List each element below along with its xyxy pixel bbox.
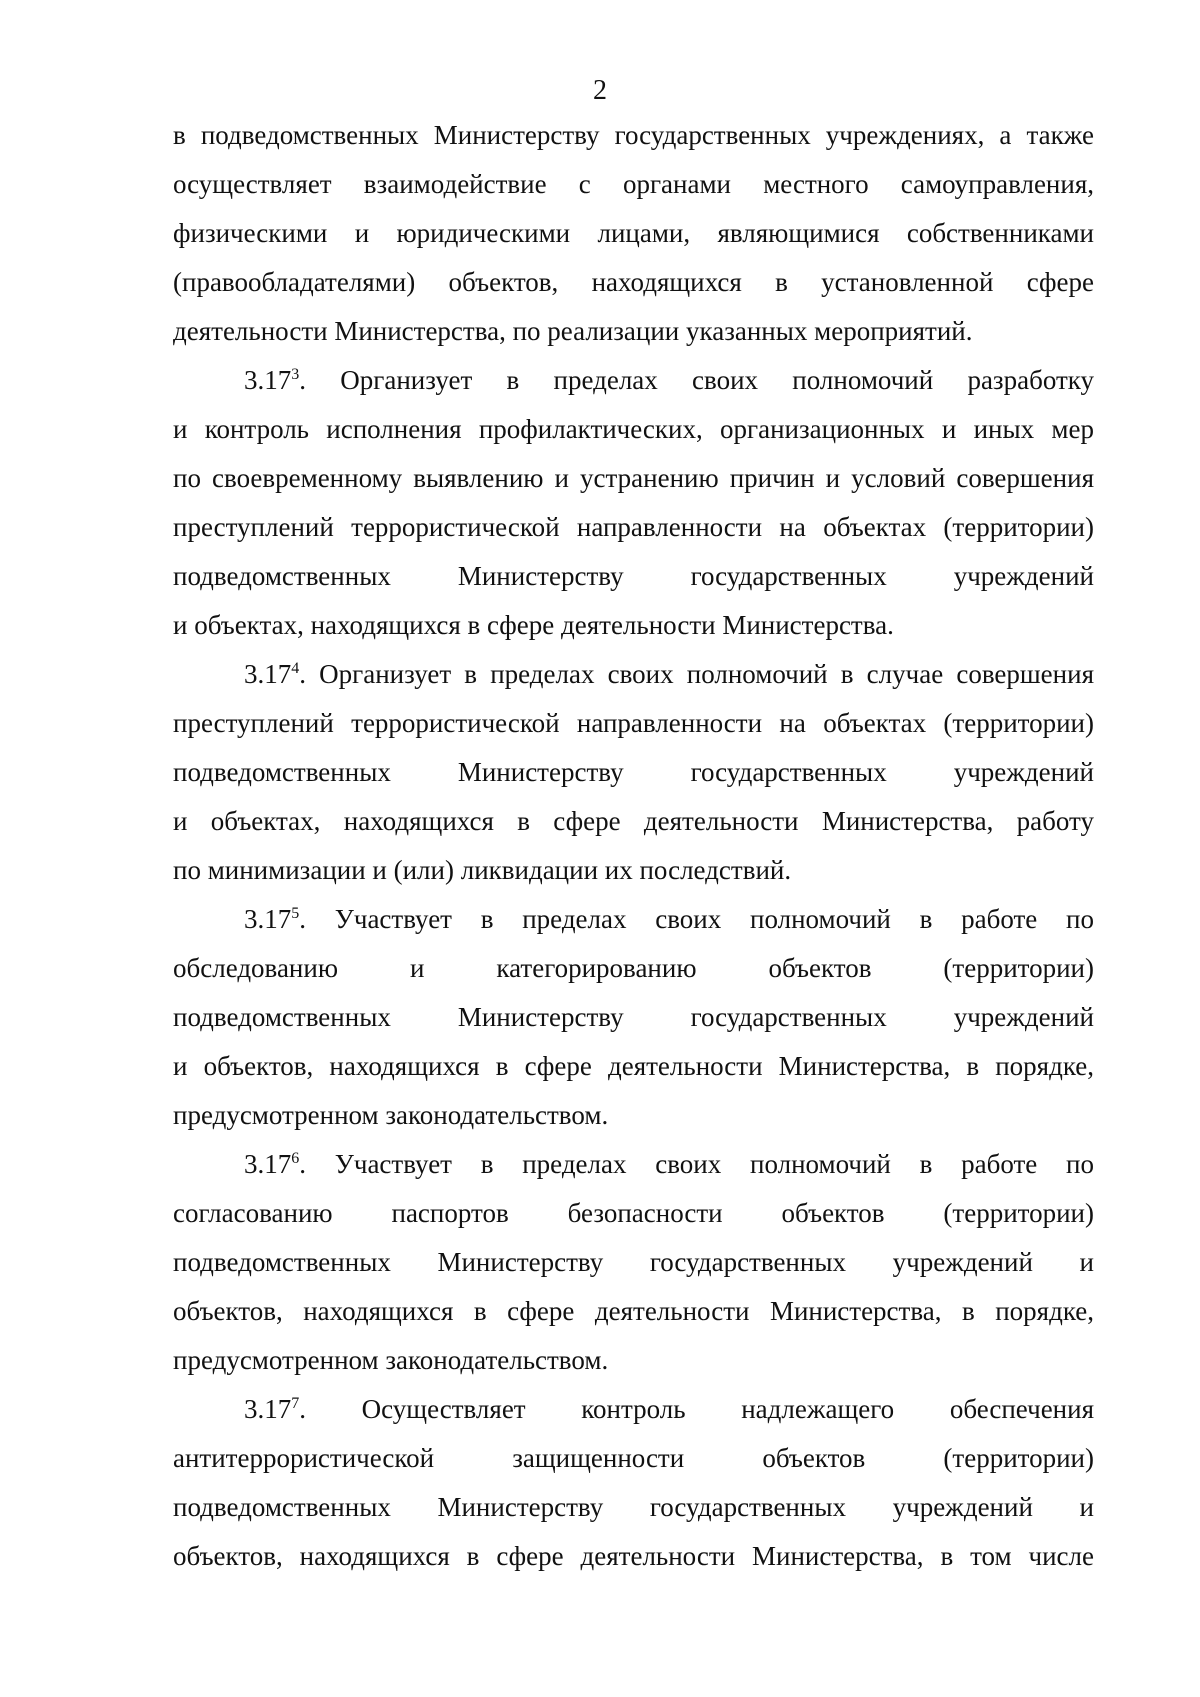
- text-line: преступлений террористической направленности на объектах (территории): [173, 708, 1094, 738]
- clause-text: . Осуществляет контроль надлежащего обеспечения: [299, 1394, 1094, 1424]
- clause-number: 3.17: [244, 365, 292, 395]
- paragraph: [173, 1140, 1094, 1385]
- page-number: 2: [593, 75, 607, 106]
- text-line: подведомственных Министерству государственных учреждений: [173, 757, 1094, 787]
- text-line: деятельности Министерства, по реализации указанных мероприятий.: [173, 316, 973, 346]
- clause-superscript: 6: [291, 1150, 300, 1167]
- clause-text: . Организует в пределах своих полномочий разработку: [299, 365, 1094, 395]
- text-line: [173, 1140, 1094, 1189]
- text-line: предусмотренном законодательством.: [173, 1345, 609, 1375]
- text-line: объектов, находящихся в сфере деятельности Министерства, в том числе: [173, 1541, 1094, 1571]
- text-line: и объектах, находящихся в сфере деятельности Министерства.: [173, 610, 894, 640]
- text-line: осуществляет взаимодействие с органами местного самоуправления,: [173, 169, 1094, 199]
- clause-text: . Участвует в пределах своих полномочий в работе по: [299, 1149, 1094, 1179]
- text-line: и контроль исполнения профилактических, организационных и иных мер: [173, 414, 1094, 444]
- text-line: преступлений террористической направленности на объектах (территории): [173, 512, 1094, 542]
- paragraph: [173, 356, 1094, 650]
- text-line: физическими и юридическими лицами, являющимися собственниками: [173, 218, 1094, 248]
- paragraph: [173, 111, 1094, 356]
- paragraph: [173, 895, 1094, 1140]
- text-line: подведомственных Министерству государственных учреждений и: [173, 1247, 1094, 1277]
- document-body: [173, 111, 1094, 1581]
- text-line: и объектов, находящихся в сфере деятельности Министерства, в порядке,: [173, 1051, 1094, 1081]
- clause-text: . Организует в пределах своих полномочий в случае совершения: [299, 659, 1094, 689]
- text-line: (правообладателями) объектов, находящихся в установленной сфере: [173, 267, 1094, 297]
- text-line: [173, 1385, 1094, 1434]
- text-line: по своевременному выявлению и устранению причин и условий совершения: [173, 463, 1094, 493]
- text-line: подведомственных Министерству государственных учреждений: [173, 561, 1094, 591]
- clause-number: 3.17: [244, 659, 292, 689]
- text-line: [173, 356, 1094, 405]
- clause-superscript: 4: [291, 660, 300, 677]
- text-line: и объектах, находящихся в сфере деятельности Министерства, работу: [173, 806, 1094, 836]
- clause-number: 3.17: [244, 1149, 292, 1179]
- text-line: предусмотренном законодательством.: [173, 1100, 609, 1130]
- clause-number: 3.17: [244, 904, 292, 934]
- text-line: антитеррористической защищенности объектов (территории): [173, 1443, 1094, 1473]
- text-line: объектов, находящихся в сфере деятельности Министерства, в порядке,: [173, 1296, 1094, 1326]
- text-line: подведомственных Министерству государственных учреждений и: [173, 1492, 1094, 1522]
- clause-superscript: 3: [291, 366, 300, 383]
- clause-superscript: 7: [291, 1395, 300, 1412]
- text-line: в подведомственных Министерству государственных учреждениях, а также: [173, 120, 1094, 150]
- text-line: [173, 895, 1094, 944]
- text-line: [173, 650, 1094, 699]
- text-line: согласованию паспортов безопасности объектов (территории): [173, 1198, 1094, 1228]
- text-line: обследованию и категорированию объектов (территории): [173, 953, 1094, 983]
- clause-text: . Участвует в пределах своих полномочий в работе по: [299, 904, 1094, 934]
- text-line: подведомственных Министерству государственных учреждений: [173, 1002, 1094, 1032]
- paragraph: [173, 1385, 1094, 1581]
- paragraph: [173, 650, 1094, 895]
- text-line: по минимизации и (или) ликвидации их последствий.: [173, 855, 792, 885]
- clause-number: 3.17: [244, 1394, 292, 1424]
- clause-superscript: 5: [291, 905, 300, 922]
